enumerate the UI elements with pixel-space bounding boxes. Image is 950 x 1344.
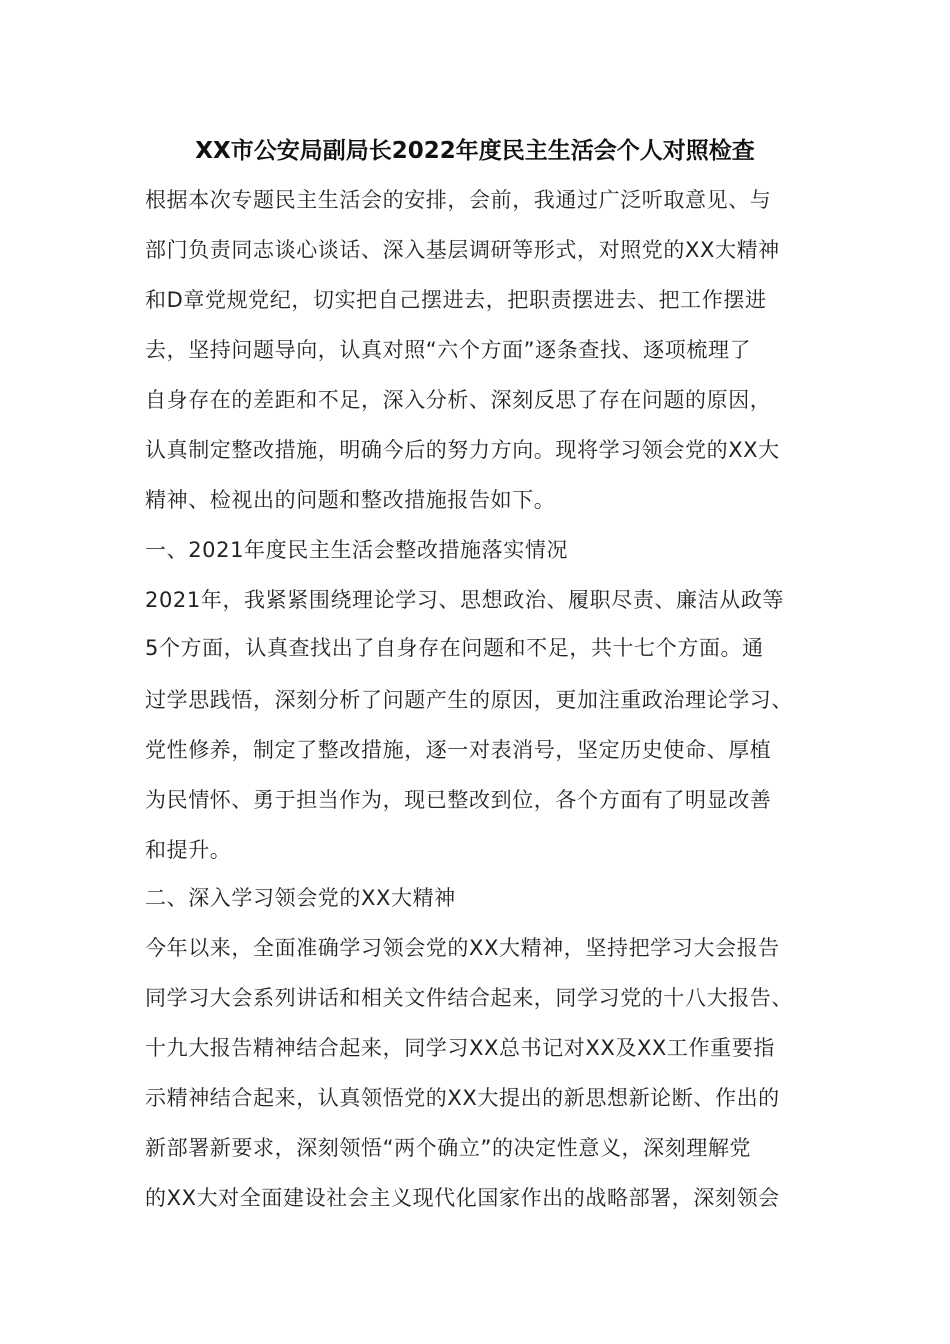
document-title: XX市公安局副局长2022年度民主生活会个人对照检查 xyxy=(195,138,755,164)
body-line: 和提升。 xyxy=(145,838,232,862)
section-heading: 一、2021年度民主生活会整改措施落实情况 xyxy=(145,538,569,562)
body-line: 精神、检视出的问题和整改措施报告如下。 xyxy=(145,488,556,512)
body-line: 去，坚持问题导向，认真对照“六个方面”逐条查找、逐项梳理了 xyxy=(145,338,752,362)
body-line: 部门负责同志谈心谈话、深入基层调研等形式，对照党的XX大精神 xyxy=(145,238,780,262)
body-line: 自身存在的差距和不足，深入分析、深刻反思了存在问题的原因， xyxy=(145,388,772,412)
body-line: 为民情怀、勇于担当作为，现已整改到位，各个方面有了明显改善 xyxy=(145,788,772,812)
body-line: 2021年，我紧紧围绕理论学习、思想政治、履职尽责、廉洁从政等 xyxy=(145,588,785,612)
body-line: 过学思践悟，深刻分析了问题产生的原因，更加注重政治理论学习、 xyxy=(145,688,793,712)
body-line: 5个方面，认真查找出了自身存在问题和不足，共十七个方面。通 xyxy=(145,636,764,660)
body-line: 示精神结合起来，认真领悟党的XX大提出的新思想新论断、作出的 xyxy=(145,1086,780,1110)
body-line: 和D章党规党纪，切实把自己摆进去，把职责摆进去、把工作摆进 xyxy=(145,288,767,312)
body-line: 的XX大对全面建设社会主义现代化国家作出的战略部署，深刻领会 xyxy=(145,1186,780,1210)
body-line: 同学习大会系列讲话和相关文件结合起来，同学习党的十八大报告、 xyxy=(145,986,793,1010)
section-heading: 二、深入学习领会党的XX大精神 xyxy=(145,886,456,910)
body-line: 今年以来，全面准确学习领会党的XX大精神，坚持把学习大会报告 xyxy=(145,936,780,960)
body-line: 十九大报告精神结合起来，同学习XX总书记对XX及XX工作重要指 xyxy=(145,1036,775,1060)
body-line: 党性修养，制定了整改措施，逐一对表消号，坚定历史使命、厚植 xyxy=(145,738,772,762)
body-line: 认真制定整改措施，明确今后的努力方向。现将学习领会党的XX大 xyxy=(145,438,780,462)
body-line: 根据本次专题民主生活会的安排，会前，我通过广泛听取意见、与 xyxy=(145,188,772,212)
body-line: 新部署新要求，深刻领悟“两个确立”的决定性意义，深刻理解党 xyxy=(145,1136,752,1160)
